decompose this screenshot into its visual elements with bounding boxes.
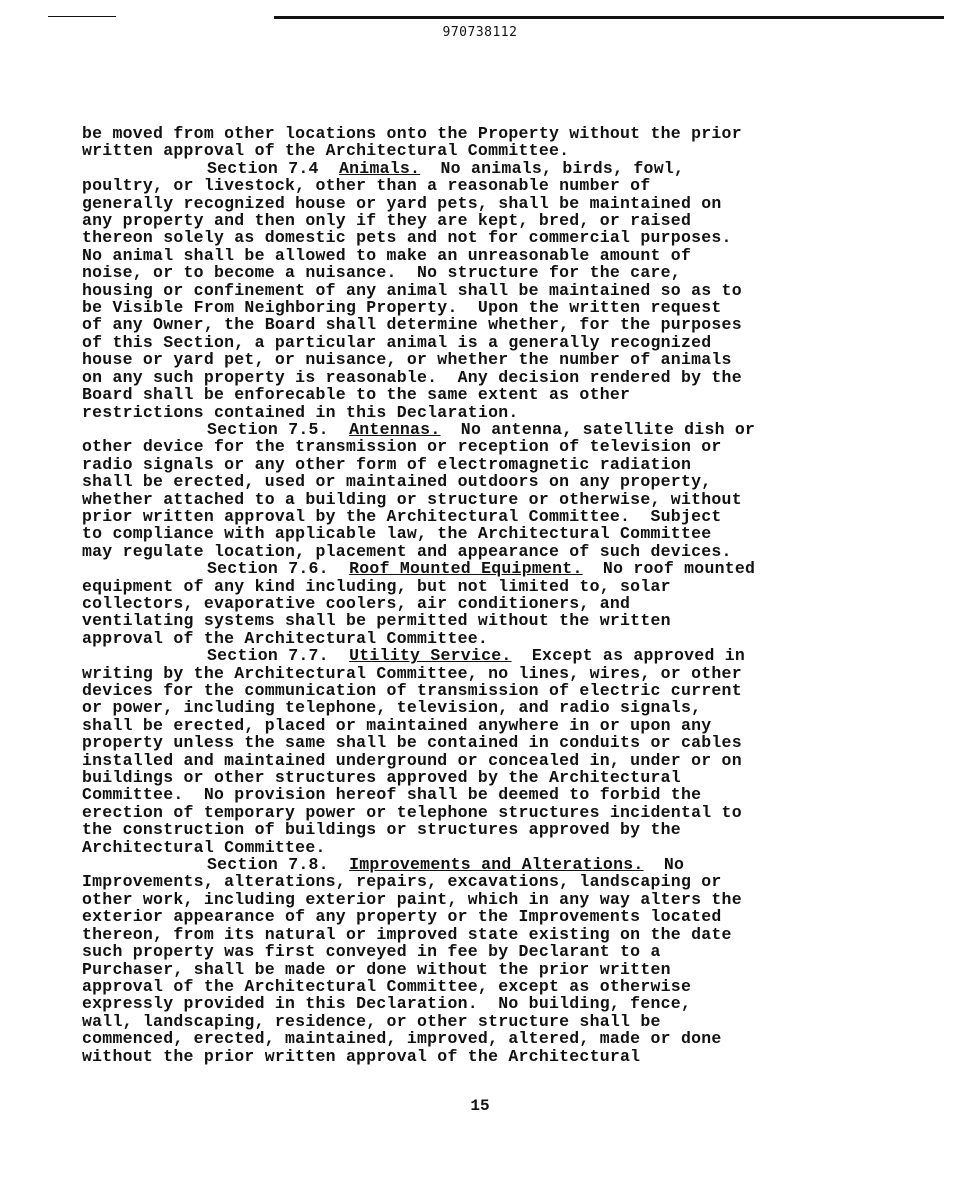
body-line: Committee. No provision hereof shall be deemed to forbid the [82,785,702,805]
document-number: 970738112 [442,25,518,40]
body-line: writing by the Architectural Committee, no lines, wires, or other [82,663,742,683]
section-title: Roof Mounted Equipment. [349,559,583,579]
section-text: No roof mounted [582,559,756,579]
body-line: thereon solely as domestic pets and not for commercial purposes. [82,228,732,248]
body-line: the construction of buildings or structures approved by the [82,820,681,840]
section-title: Improvements and Alterations. [349,855,644,875]
page-number: 15 [470,1097,490,1115]
body-line: commenced, erected, maintained, improved, altered, made or done [82,1029,722,1049]
body-line: thereon, from its natural or improved state existing on the date [82,924,732,944]
body-line: restrictions contained in this Declaration. [82,402,519,422]
body-line: written approval of the Architectural Committee. [82,141,570,161]
header-rule-left [48,16,116,17]
section-heading-line [82,856,842,873]
section-text: No [643,855,685,875]
body-line: installed and maintained underground or concealed in, under or on [82,750,742,770]
section-heading-line [82,160,842,177]
body-line: of any Owner, the Board shall determine whether, for the purposes [82,315,742,335]
body-line: of this Section, a particular animal is a generally recognized [82,332,712,352]
section-number: Section 7.4 [207,158,339,178]
body-line: No animal shall be allowed to make an unreasonable amount of [82,245,692,265]
body-line: erection of temporary power or telephone structures incidental to [82,802,742,822]
body-line: noise, or to become a nuisance. No structure for the care, [82,263,681,283]
body-line: poultry, or livestock, other than a reasonable number of [82,176,651,196]
body-line: radio signals or any other form of electromagnetic radiation [82,454,692,474]
body-line: prior written approval by the Architectural Committee. Subject [82,506,722,526]
body-line: such property was first conveyed in fee by Declarant to a [82,942,661,962]
body-line: devices for the communication of transmission of electric current [82,681,742,700]
body-line: without the prior written approval of the Architectural [82,1046,641,1066]
section-text: No animals, birds, fowl, [420,158,685,178]
body-line: other work, including exterior paint, which in any way alters the [82,889,742,909]
section-heading-line [82,647,842,664]
body-line: or power, including telephone, television, and radio signals, [82,698,702,718]
body-line: be moved from other locations onto the Property without the prior [82,124,742,143]
header-rule-right [274,16,944,19]
body-line: Purchaser, shall be made or done without the prior written [82,959,671,979]
section-title: Animals. [338,158,421,178]
body-line: Board shall be enforecable to the same extent as other [82,385,631,405]
section-text: No antenna, satellite dish or [440,419,756,439]
body-line: shall be erected, placed or maintained anywhere in or upon any [82,715,712,735]
body-line: exterior appearance of any property or the Improvements located [82,907,722,927]
section-heading-line [82,421,842,438]
body-line: property unless the same shall be contained in conduits or cables [82,733,742,753]
body-line: buildings or other structures approved by the Architectural [82,768,681,788]
document-body [82,125,842,1065]
body-line: approval of the Architectural Committee. [82,628,489,648]
body-line: other device for the transmission or reception of television or [82,437,722,457]
body-line: generally recognized house or yard pets, shall be maintained on [82,193,722,213]
body-line: house or yard pet, or nuisance, or whether the number of animals [82,350,732,370]
body-line: Architectural Committee. [82,837,326,857]
section-title: Utility Service. [349,646,512,666]
body-line: collectors, evaporative coolers, air conditioners, and [82,593,631,613]
body-line: to compliance with applicable law, the Architectural Committee [82,524,712,544]
section-number: Section 7.6. [207,559,350,579]
body-line: wall, landscaping, residence, or other structure shall be [82,1011,661,1031]
body-line: ventilating systems shall be permitted without the written [82,611,671,631]
body-line: shall be erected, used or maintained outdoors on any property, [82,472,712,492]
section-text: Except as approved in [511,646,746,666]
section-number: Section 7.8. [207,855,350,875]
body-line: equipment of any kind including, but not limited to, solar [82,576,671,596]
body-line: whether attached to a building or structure or otherwise, without [82,489,742,509]
section-number: Section 7.7. [207,646,350,666]
body-line: housing or confinement of any animal shall be maintained so as to [82,280,742,300]
section-number: Section 7.5. [207,419,350,439]
section-heading-line [82,560,842,577]
body-line: expressly provided in this Declaration. No building, fence, [82,994,692,1014]
body-line: any property and then only if they are kept, bred, or raised [82,211,692,231]
body-line: may regulate location, placement and appearance of such devices. [82,541,732,561]
body-line: on any such property is reasonable. Any decision rendered by the [82,367,742,387]
section-title: Antennas. [349,419,441,439]
body-line: approval of the Architectural Committee, except as otherwise [82,976,692,996]
body-line: be Visible From Neighboring Property. Upon the written request [82,298,722,318]
body-line: Improvements, alterations, repairs, excavations, landscaping or [82,872,722,892]
